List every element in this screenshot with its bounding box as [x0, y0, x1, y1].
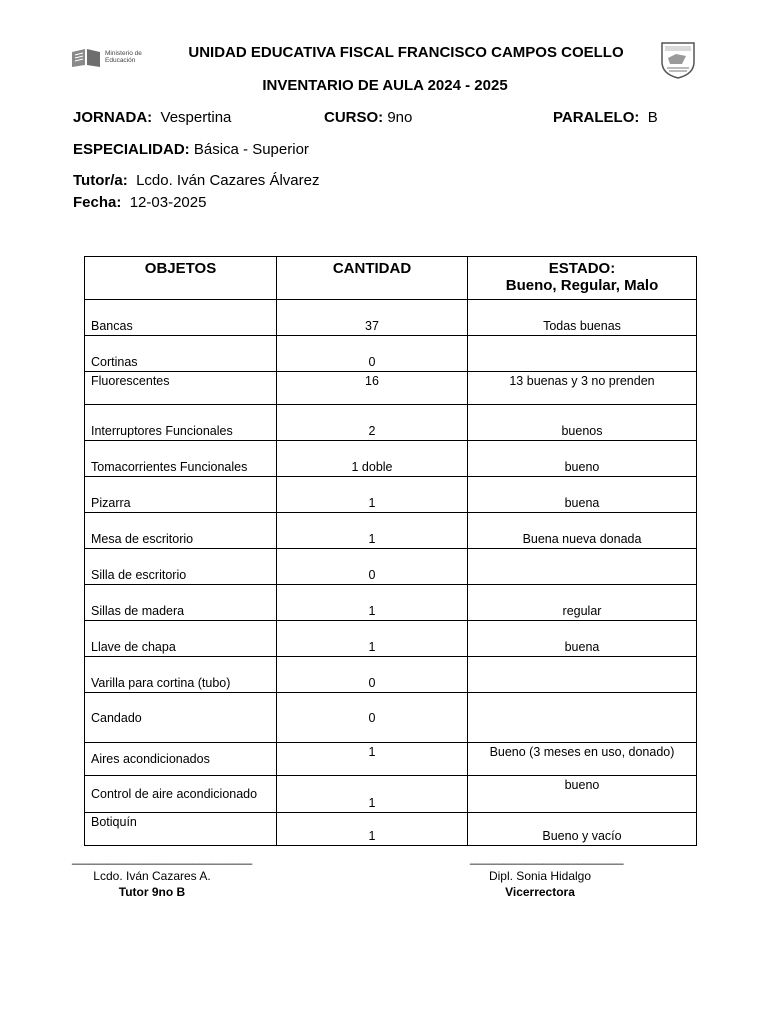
cell-cantidad: 2 — [277, 405, 468, 441]
cell-cantidad: 37 — [277, 300, 468, 336]
cell-estado: Bueno (3 meses en uso, donado) — [468, 743, 697, 776]
jornada-label: JORNADA: — [73, 109, 153, 126]
table-row — [85, 336, 697, 372]
cell-objeto: Tomacorrientes Funcionales — [85, 441, 277, 477]
cell-estado: 13 buenas y 3 no prenden — [468, 372, 697, 405]
jornada-value: Vespertina — [160, 109, 232, 126]
cell-cantidad: 0 — [277, 336, 468, 372]
cell-objeto: Silla de escritorio — [85, 549, 277, 585]
signature-tutor — [72, 851, 253, 899]
cell-objeto: Interruptores Funcionales — [85, 405, 277, 441]
signature-role-left: Tutor 9no B — [118, 885, 186, 899]
paralelo-label: PARALELO: — [553, 109, 640, 126]
cell-cantidad: 16 — [277, 372, 468, 405]
header-estado-line1: ESTADO: — [548, 260, 616, 277]
table-row — [85, 477, 697, 513]
table-row — [85, 657, 697, 693]
cell-cantidad: 0 — [277, 549, 468, 585]
table-row — [85, 693, 697, 743]
tutor-label: Tutor/a: — [73, 172, 128, 189]
paralelo-value: B — [647, 109, 658, 126]
cell-cantidad: 1 — [277, 813, 468, 846]
cell-estado — [468, 693, 697, 743]
cell-estado — [468, 549, 697, 585]
table-row — [85, 585, 697, 621]
cell-cantidad: 1 — [277, 513, 468, 549]
cell-objeto: Bancas — [85, 300, 277, 336]
cell-objeto: Aires acondicionados — [85, 743, 277, 776]
header-estado — [468, 257, 697, 300]
cell-objeto: Botiquín — [85, 813, 277, 846]
cell-objeto: Llave de chapa — [85, 621, 277, 657]
curso-field — [324, 109, 412, 126]
cell-objeto: Varilla para cortina (tubo) — [85, 657, 277, 693]
cell-objeto: Sillas de madera — [85, 585, 277, 621]
table-row — [85, 776, 697, 813]
table-row — [85, 372, 697, 405]
cell-cantidad: 0 — [277, 657, 468, 693]
cell-estado: regular — [468, 585, 697, 621]
cell-objeto: Control de aire acondicionado — [85, 776, 277, 813]
table-body — [85, 300, 697, 846]
cell-cantidad: 1 — [277, 585, 468, 621]
cell-cantidad: 1 — [277, 743, 468, 776]
header-cantidad: CANTIDAD — [277, 257, 468, 300]
table-row — [85, 813, 697, 846]
signature-role-right: Vicerrectora — [505, 885, 575, 899]
table-row — [85, 621, 697, 657]
cell-estado — [468, 336, 697, 372]
ministry-logo-text: Ministerio de Educación — [105, 50, 142, 64]
fecha-value: 12-03-2025 — [129, 194, 207, 211]
cell-estado: Todas buenas — [468, 300, 697, 336]
jornada-field — [73, 109, 231, 126]
cell-objeto: Pizarra — [85, 477, 277, 513]
paralelo-field — [553, 109, 658, 126]
cell-cantidad: 1 — [277, 776, 468, 813]
cell-objeto: Mesa de escritorio — [85, 513, 277, 549]
cell-cantidad: 0 — [277, 693, 468, 743]
cell-estado: buenos — [468, 405, 697, 441]
table-header-row — [85, 257, 697, 300]
inventory-table — [84, 256, 697, 846]
table-row — [85, 405, 697, 441]
cell-estado: buena — [468, 621, 697, 657]
document-title: INVENTARIO DE AULA 2024 - 2025 — [262, 77, 508, 94]
table-row — [85, 300, 697, 336]
cell-objeto: Candado — [85, 693, 277, 743]
fecha-field — [73, 194, 206, 211]
cell-estado: bueno — [468, 776, 697, 813]
cell-cantidad: 1 — [277, 621, 468, 657]
signature-name-left: Lcdo. Iván Cazares A. — [93, 869, 211, 883]
signature-line-left: ___________________________ — [72, 851, 253, 865]
signature-name-right: Dipl. Sonia Hidalgo — [488, 869, 592, 883]
school-name: UNIDAD EDUCATIVA FISCAL FRANCISCO CAMPOS COELLO — [188, 44, 624, 61]
tutor-field — [73, 172, 319, 189]
cell-estado — [468, 657, 697, 693]
cell-estado: buena — [468, 477, 697, 513]
curso-label: CURSO: — [324, 109, 384, 126]
header-estado-line2: Bueno, Regular, Malo — [505, 277, 659, 294]
signature-vicerrectora — [470, 851, 624, 899]
fecha-label: Fecha: — [73, 194, 122, 211]
cell-estado: Bueno y vacío — [468, 813, 697, 846]
especialidad-label: ESPECIALIDAD: — [73, 141, 190, 158]
cell-cantidad: 1 — [277, 477, 468, 513]
cell-estado: bueno — [468, 441, 697, 477]
cell-estado: Buena nueva donada — [468, 513, 697, 549]
especialidad-field — [73, 141, 309, 158]
cell-objeto: Fluorescentes — [85, 372, 277, 405]
cell-cantidad: 1 doble — [277, 441, 468, 477]
tutor-value: Lcdo. Iván Cazares Álvarez — [136, 172, 320, 189]
cell-objeto: Cortinas — [85, 336, 277, 372]
header-objetos: OBJETOS — [85, 257, 277, 300]
table-row — [85, 441, 697, 477]
table-row — [85, 513, 697, 549]
signature-line-right: _______________________ — [470, 851, 624, 865]
especialidad-value: Básica - Superior — [193, 141, 309, 158]
table-row — [85, 549, 697, 585]
curso-value: 9no — [387, 109, 413, 126]
table-row — [85, 743, 697, 776]
